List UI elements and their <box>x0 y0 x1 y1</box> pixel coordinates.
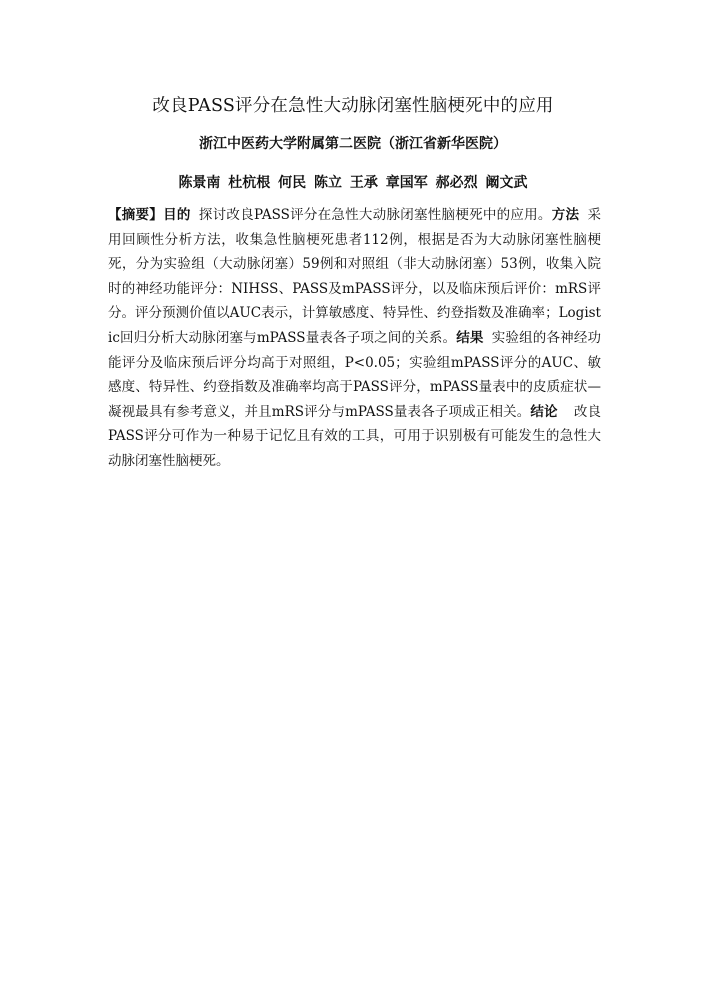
abstract-body <box>108 203 601 474</box>
author-list: 陈景南 杜杭根 何民 陈立 王承 章国军 郝必烈 阚文武 <box>178 175 528 191</box>
author-affiliation: 浙江中医药大学附属第二医院（浙江省新华医院） <box>199 136 507 152</box>
paper-title: 改良PASS评分在急性大动脉闭塞性脑梗死中的应用 <box>152 96 554 116</box>
results-text: 实验组的各神经功能评分及临床预后评分均高于对照组，P<0.05；实验组mPASS评分的AUC、敏感度、特异性、约登指数及准确率均高于PASS评分，mPASS量表中的皮质症状—凝视最具有参考意义，并且mRS评分与mPASS量表各子项成正相关。 <box>108 329 602 420</box>
conclusion-label: 结论 <box>530 403 558 420</box>
methods-text: 采用回顾性分析方法，收集急性脑梗死患者112例，根据是否为大动脉闭塞性脑梗死，分为实验组（大动脉闭塞）59例和对照组（非大动脉闭塞）53例，收集入院时的神经功能评分：NIHSS、PASS及mPASS评分，以及临床预后评价：mRS评分。评分预测价值以AUC表示，计算敏感度、特异性、约登指数及准确率；Logistic回归分析大动脉闭塞与mPASS量表各子项之间的关系。 <box>108 207 602 346</box>
objective-label: 目的 <box>163 207 191 223</box>
methods-label: 方法 <box>551 207 580 223</box>
abstract-label: 【摘要】 <box>108 207 164 223</box>
results-label: 结果 <box>456 329 484 346</box>
conclusion-text: 改良PASS评分可作为一种易于记忆且有效的工具，可用于识别极有可能发生的急性大动脉闭塞性脑梗死。 <box>108 403 602 469</box>
objective-text: 探讨改良PASS评分在急性大动脉闭塞性脑梗死中的应用。 <box>198 207 552 223</box>
